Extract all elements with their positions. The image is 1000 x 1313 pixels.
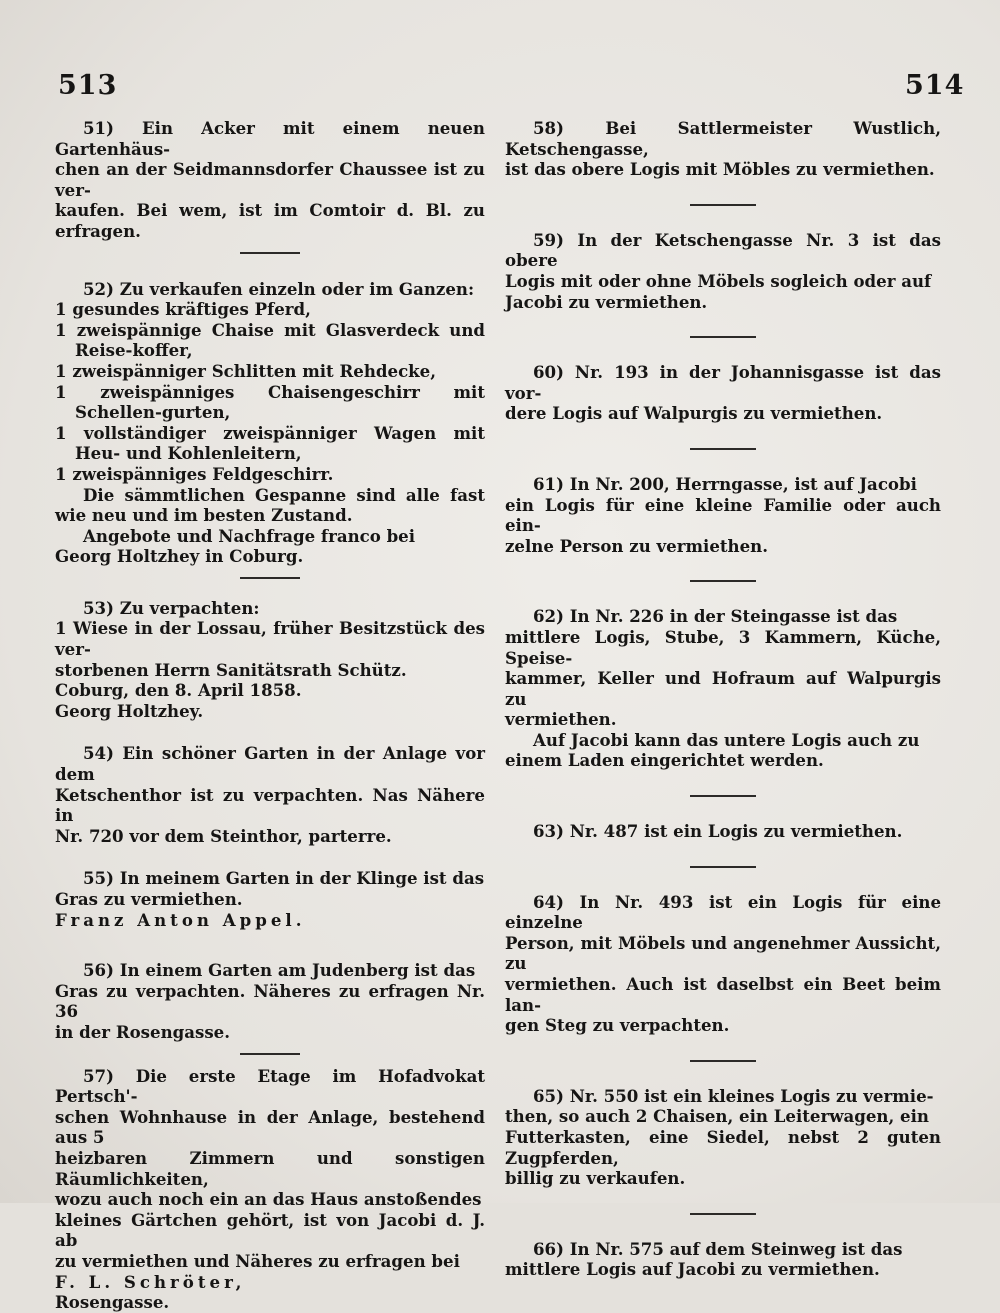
ad-53-date: Coburg, den 8. April 1858. — [55, 680, 302, 701]
ad-52-item: 1 vollständiger zweispänniger Wagen mit Heu- und Kohlenleitern, — [55, 422, 485, 464]
ad-66-line: mittlere Logis auf Jacobi zu vermiethen. — [505, 1259, 880, 1280]
ad-64-line: Person, mit Möbels und angenehmer Aussicht, zu — [505, 932, 941, 974]
ad-56-line: in der Rosengasse. — [55, 1021, 231, 1042]
ad-51-line: chen an der Seidmannsdorfer Chaussee ist zu ver- — [55, 159, 485, 200]
ad-55 — [55, 868, 485, 930]
ad-66 — [505, 1239, 941, 1280]
ad-54 — [55, 743, 485, 846]
separator-rule — [690, 1213, 756, 1215]
ad-63-line: 63) Nr. 487 ist ein Logis zu vermiethen. — [533, 821, 903, 842]
ad-53 — [55, 598, 485, 722]
ad-62-line: mittlere Logis, Stube, 3 Kammern, Küche, Speise- — [505, 626, 941, 668]
separator-rule — [690, 336, 756, 338]
ad-53-line: storbenen Herrn Sanitätsrath Schütz. — [55, 659, 407, 680]
ad-61-line: zelne Person zu vermiethen. — [505, 535, 769, 556]
ad-53-signature: Georg Holtzhey. — [55, 700, 204, 721]
ad-51-line: kaufen. Bei wem, ist im Comtoir d. Bl. zu erfragen. — [55, 200, 485, 241]
ad-60-line: 60) Nr. 193 in der Johannisgasse ist das vor- — [505, 362, 941, 403]
ad-61-line: ein Logis für eine kleine Familie oder auch ein- — [505, 494, 941, 536]
ad-51-line: 51) Ein Acker mit einem neuen Gartenhäus- — [55, 118, 485, 159]
ad-59-line: Jacobi zu vermiethen. — [505, 291, 708, 312]
ad-64-line: 64) In Nr. 493 ist ein Logis für eine einzelne — [505, 891, 941, 933]
ad-58-line: ist das obere Logis mit Möbles zu vermiethen. — [505, 159, 935, 180]
ad-65 — [505, 1086, 941, 1189]
ad-52 — [55, 279, 485, 567]
ad-52-signature: Georg Holtzhey in Coburg. — [55, 546, 304, 567]
ad-52-offer: Angebote und Nachfrage franco bei — [83, 525, 416, 546]
ad-57 — [55, 1066, 485, 1313]
ad-61 — [505, 474, 941, 556]
ad-57-signature: F. L. Schröter, — [55, 1271, 246, 1292]
separator-rule — [240, 577, 300, 579]
ad-66-line: 66) In Nr. 575 auf dem Steinweg ist das — [533, 1238, 903, 1259]
ad-52-item: 1 zweispänniges Feldgeschirr. — [55, 463, 334, 484]
ad-62 — [505, 606, 941, 771]
ad-57-address: Rosengasse. — [55, 1292, 170, 1313]
ad-55-line: 55) In meinem Garten in der Klinge ist das — [83, 868, 485, 889]
ad-58 — [505, 118, 941, 180]
separator-rule — [690, 448, 756, 450]
ad-53-heading: 53) Zu verpachten: — [83, 597, 260, 618]
ad-61-line: 61) In Nr. 200, Herrngasse, ist auf Jacobi — [533, 473, 917, 494]
ad-62-line: vermiethen. — [505, 709, 617, 730]
separator-rule — [690, 866, 756, 868]
ad-59-line: 59) In der Ketschengasse Nr. 3 ist das obere — [505, 229, 941, 271]
ad-54-line: 54) Ein schöner Garten in der Anlage vor dem — [55, 743, 485, 785]
ad-53-line: 1 Wiese in der Lossau, früher Besitzstück des ver- — [55, 618, 485, 660]
left-column — [55, 118, 485, 1313]
ad-65-line: billig zu verkaufen. — [505, 1168, 686, 1189]
ad-55-line: Gras zu vermiethen. — [55, 889, 243, 909]
ad-62-line: Auf Jacobi kann das untere Logis auch zu — [533, 729, 920, 750]
ad-51 — [55, 118, 485, 242]
ad-62-line: kammer, Keller und Hofraum auf Walpurgis zu — [505, 668, 941, 709]
ad-52-item: 1 zweispänniges Chaisengeschirr mit Schellen-gurten, — [55, 381, 485, 423]
ad-57-line: schen Wohnhause in der Anlage, bestehend aus 5 — [55, 1106, 485, 1148]
separator-rule — [240, 1053, 300, 1055]
ad-60-line: dere Logis auf Walpurgis zu vermiethen. — [505, 403, 883, 424]
ad-65-line: then, so auch 2 Chaisen, ein Leiterwagen, ein — [505, 1106, 929, 1127]
ad-52-item: 1 zweispännige Chaise mit Glasverdeck und Reise-koffer, — [55, 319, 485, 361]
page-number-left: 513 — [58, 70, 118, 101]
ad-54-line: Nr. 720 vor dem Steinthor, parterre. — [55, 825, 392, 846]
right-column — [505, 118, 941, 1280]
ad-64-line: gen Steg zu verpachten. — [505, 1015, 730, 1036]
ad-57-line: wozu auch noch ein an das Haus anstoßendes — [55, 1189, 482, 1210]
ad-57-line: zu vermiethen und Näheres zu erfragen bei — [55, 1250, 460, 1271]
ad-57-line: heizbaren Zimmern und sonstigen Räumlichkeiten, — [55, 1147, 485, 1189]
separator-rule — [690, 795, 756, 797]
ad-65-line: Futterkasten, eine Siedel, nebst 2 guten Zugpferden, — [505, 1127, 941, 1168]
ad-59-line: Logis mit oder ohne Möbels sogleich oder auf — [505, 270, 932, 291]
ad-65-line: 65) Nr. 550 ist ein kleines Logis zu vermie- — [533, 1085, 934, 1106]
ad-52-item: 1 zweispänniger Schlitten mit Rehdecke, — [55, 360, 436, 381]
ad-63 — [505, 821, 941, 842]
page-number-right: 514 — [905, 70, 965, 101]
ad-57-line: 57) Die erste Etage im Hofadvokat Pertsch'- — [55, 1065, 485, 1107]
separator-rule — [690, 204, 756, 206]
ad-64 — [505, 892, 941, 1036]
ad-62-line: einem Laden eingerichtet werden. — [505, 750, 824, 771]
ad-60 — [505, 362, 941, 424]
separator-rule — [240, 252, 300, 254]
ad-59 — [505, 230, 941, 312]
ad-64-line: vermiethen. Auch ist daselbst ein Beet beim lan- — [505, 974, 941, 1015]
ad-54-line: Ketschenthor ist zu verpachten. Nas Nähere in — [55, 784, 485, 826]
ad-57-line: kleines Gärtchen gehört, ist von Jacobi d. J. ab — [55, 1209, 485, 1251]
ad-55-signature: Franz Anton Appel. — [55, 909, 306, 930]
ad-56-line: Gras zu verpachten. Näheres zu erfragen Nr. 36 — [55, 980, 485, 1022]
ad-52-item: 1 gesundes kräftiges Pferd, — [55, 299, 311, 320]
ad-52-heading: 52) Zu verkaufen einzeln oder im Ganzen: — [83, 278, 475, 299]
separator-rule — [690, 1060, 756, 1062]
ad-52-note: Die sämmtlichen Gespanne sind alle fast wie neu und im besten Zustand. — [55, 484, 485, 526]
separator-rule — [690, 580, 756, 582]
ad-56-line: 56) In einem Garten am Judenberg ist das — [83, 960, 476, 981]
ad-58-line: 58) Bei Sattlermeister Wustlich, Ketschengasse, — [505, 118, 941, 159]
ad-56 — [55, 960, 485, 1042]
ad-62-line: 62) In Nr. 226 in der Steingasse ist das — [533, 606, 898, 627]
